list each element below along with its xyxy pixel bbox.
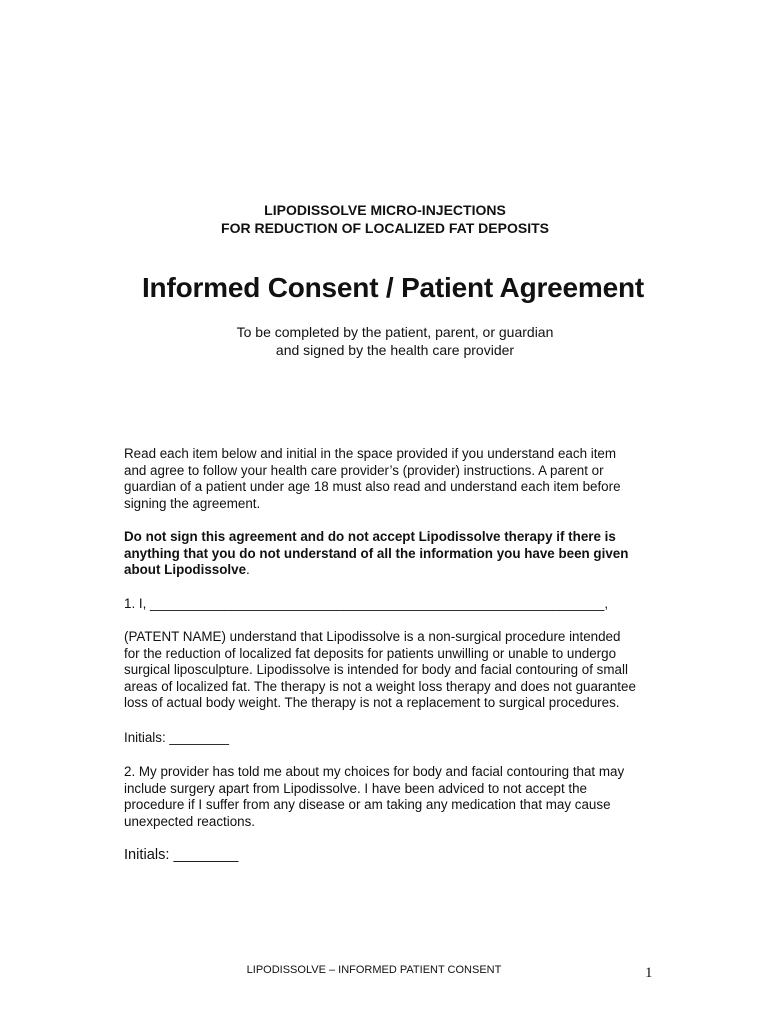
intro-line: and agree to follow your health care provider’s (provider) instructions. A parent or — [124, 462, 604, 478]
item-1-paragraph — [124, 629, 664, 712]
page-title: Informed Consent / Patient Agreement — [141, 272, 645, 303]
header-line-2: FOR REDUCTION OF LOCALIZED FAT DEPOSITS — [221, 220, 549, 236]
warning-paragraph — [124, 529, 664, 579]
intro-line: signing the agreement. — [124, 495, 261, 511]
page-footer: LIPODISSOLVE – INFORMED PATIENT CONSENT — [246, 964, 502, 976]
item-2-line: include surgery apart from Lipodissolve. I have been adviced to not accept the — [124, 780, 587, 796]
intro-paragraph — [124, 446, 664, 512]
item-2-line: unexpected reactions. — [124, 813, 256, 829]
header-line-1: LIPODISSOLVE MICRO-INJECTIONS — [264, 202, 506, 218]
subtitle-line-1: To be completed by the patient, parent, or guardian — [236, 324, 554, 340]
intro-line: Read each item below and initial in the space provided if you understand each item — [124, 446, 617, 461]
item-1-line: surgical liposculpture. Lipodissolve is intended for body and facial contouring of small — [124, 662, 628, 678]
item-2-line: procedure if I suffer from any disease or am taking any medication that may cause — [124, 797, 611, 813]
item-1-line: (PATENT NAME) understand that Lipodissolve is a non-surgical procedure intended — [124, 629, 621, 644]
subtitle-line-2: and signed by the health care provider — [275, 342, 515, 358]
initials-field-2: Initials: ________ — [124, 847, 239, 863]
item-1-line: areas of localized fat. The therapy is not a weight loss therapy and does not guarantee — [124, 678, 636, 694]
item-1-name-line: 1. I, _____________________________________________________________, — [124, 596, 609, 611]
item-2-line: 2. My provider has told me about my choices for body and facial contouring that may — [124, 764, 625, 779]
initials-field-1: Initials: ________ — [124, 730, 229, 745]
warning-line — [124, 562, 664, 579]
warning-line: anything that you do not understand of all the information you have been given — [124, 545, 629, 561]
warning-line: Do not sign this agreement and do not accept Lipodissolve therapy if there is — [124, 529, 616, 544]
intro-line: guardian of a patient under age 18 must also read and understand each item before — [124, 479, 621, 495]
item-1-line: loss of actual body weight. The therapy is not a replacement to surgical procedures. — [124, 695, 620, 711]
page-subtitle — [0, 323, 770, 359]
item-2-paragraph — [124, 764, 664, 830]
warning-line-text: about Lipodissolve — [124, 562, 247, 578]
page-number: 1 — [645, 965, 653, 981]
item-1-line: for the reduction of localized fat deposits for patients unwilling or unable to undergo — [124, 645, 617, 661]
document-header — [0, 201, 770, 237]
warning-period: . — [246, 562, 250, 578]
